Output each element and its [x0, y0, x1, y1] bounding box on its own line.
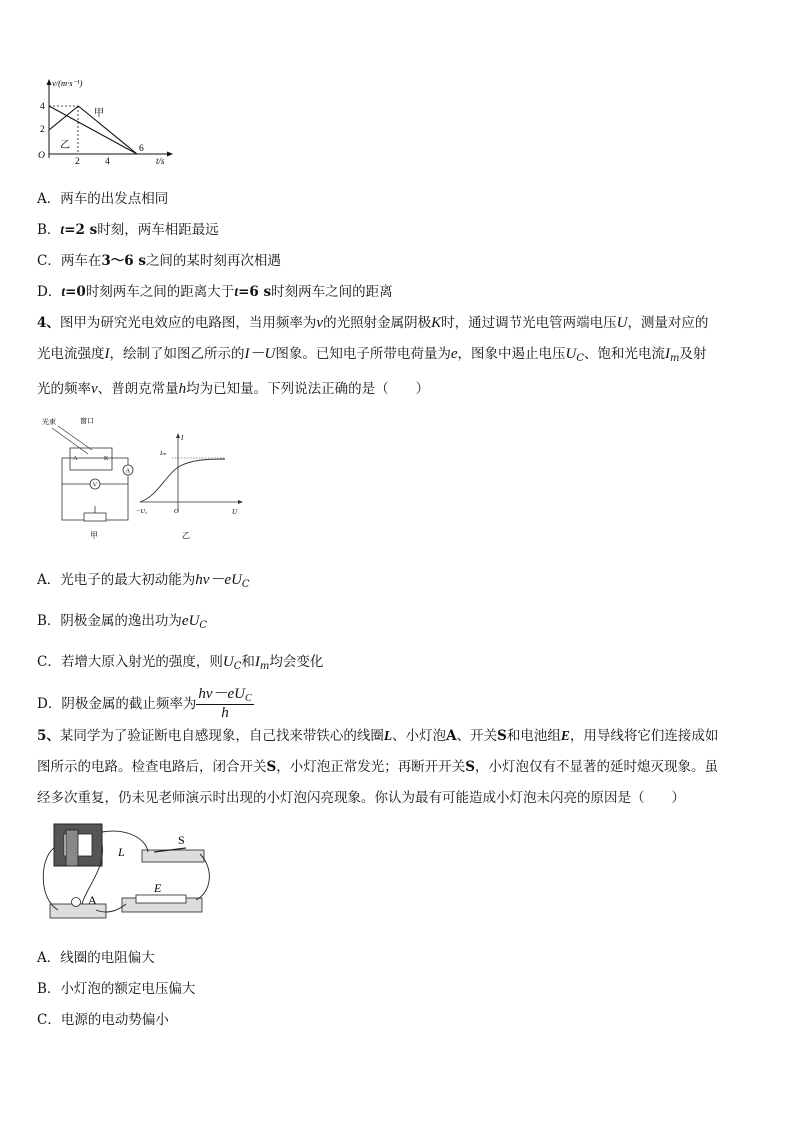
q5-stem-text: 经多次重复，仍未见老师演示时出现的小灯泡闪亮现象。你认为最有可能造成小灯泡未闪亮的原因是（ ）	[37, 790, 685, 806]
fig-light-ray-2	[58, 426, 92, 450]
photoelectric-figure	[40, 414, 250, 544]
q4-sym-i: I	[104, 346, 110, 362]
q5-stem-text: 和电池组	[506, 728, 561, 744]
fig-yi-label: 乙	[182, 531, 190, 540]
iu-curve	[140, 459, 225, 502]
q3-option-d-var2: t	[234, 284, 239, 299]
q4-stem-text: 图甲为研究光电效应的电路图，当用频率为	[59, 315, 317, 331]
q3-option-b-value: =2 s	[64, 222, 98, 238]
q5-stem-text: 、开关	[456, 728, 498, 744]
q4-option-b-text: B．阴极金属的逸出功为	[37, 613, 182, 629]
q4-option-a-sub: C	[241, 579, 250, 590]
q3-option-c[interactable]	[37, 249, 281, 269]
q4-option-c-i: I	[254, 654, 260, 670]
fig-wire-2	[102, 831, 148, 852]
q4-option-b-sub: C	[199, 620, 208, 631]
q5-sym-e: E	[560, 728, 570, 743]
q4-option-c-u: U	[222, 654, 234, 670]
q3-option-a[interactable]	[37, 187, 168, 207]
q5-sym-s2: S	[266, 759, 277, 775]
graph-origin: O	[38, 151, 45, 161]
graph-ytick-2: 2	[40, 125, 45, 135]
q5-number: 5、	[37, 728, 60, 744]
q3-option-d-value1: =0	[65, 284, 86, 300]
q5-sym-l: L	[383, 728, 393, 743]
q4-option-a-formula: hν－eU	[195, 572, 242, 588]
fig-window-label: 窗口	[80, 417, 94, 425]
fig-rheostat	[84, 513, 106, 521]
q5-stem-text: 、小灯泡	[392, 728, 447, 744]
iu-y-arrow	[176, 433, 180, 438]
q3-option-c-value: 3～6 s	[101, 253, 146, 269]
q4-stem-text: 、饱和光电流	[584, 346, 665, 362]
q4-option-d-text: D．阴极金属的截止频率为	[37, 696, 197, 712]
fig-label-s: S	[178, 833, 185, 847]
iu-neg-uc: −U꜀	[136, 508, 148, 515]
q4-stem-text: ，测量对应的	[627, 315, 709, 331]
q4-option-d-fraction	[196, 682, 253, 722]
graph-xtick-6: 6	[139, 144, 144, 154]
q4-stem-text: 的光照射金属阴极	[323, 315, 432, 331]
q4-option-c-suffix: 均会变化	[269, 654, 324, 670]
fig-label-a: A	[88, 893, 97, 907]
q4-option-c-sub-m: m	[259, 661, 270, 672]
q5-stem	[37, 720, 759, 814]
fig-jia-label: 甲	[90, 531, 98, 540]
q4-stem-text: 均为已知量。下列说法正确的是（ ）	[186, 381, 430, 397]
fig-voltmeter-label: V	[92, 481, 98, 489]
q3-option-c-prefix: C．两车在	[37, 253, 102, 269]
q5-option-c-text: C．电源的电动势偏小	[37, 1012, 169, 1028]
fig-light-label: 光束	[42, 418, 56, 426]
q4-option-a-text: A．光电子的最大初动能为	[37, 572, 196, 588]
q4-number: 4、	[37, 315, 60, 331]
q4-stem	[37, 308, 759, 405]
q4-sym-k: K	[431, 315, 442, 331]
q4-stem-text: 光电流强度	[37, 346, 105, 362]
fig-lamp	[72, 898, 81, 907]
fig-label-e: E	[154, 881, 162, 895]
q4-option-b[interactable]	[37, 609, 207, 631]
q5-stem-text: ，小灯泡仅有不显著的延时熄灭现象。虽	[475, 759, 718, 775]
fig-tube-k: K	[104, 456, 109, 462]
q3-option-c-suffix: 之间的某时刻再次相遇	[145, 253, 281, 269]
graph-y-arrow	[47, 79, 52, 85]
q5-option-c[interactable]	[37, 1008, 169, 1028]
q4-option-d-denominator: h	[221, 705, 229, 721]
velocity-time-graph	[30, 76, 180, 166]
graph-ytick-4: 4	[40, 102, 45, 112]
q3-option-d-suffix: 时刻两车之间的距离	[271, 284, 393, 300]
q5-stem-text: ，小灯泡正常发光；再断开开关	[276, 759, 466, 775]
q4-stem-text: ，绘制了如图乙所示的	[109, 346, 245, 362]
iu-origin: O	[174, 508, 179, 515]
q4-option-b-formula: eU	[181, 613, 200, 629]
q3-option-b-var: t	[60, 222, 65, 237]
q5-sym-a: A	[446, 728, 457, 744]
q3-option-d-value2: =6 s	[238, 284, 272, 300]
q4-sym-nu: ν	[316, 315, 324, 331]
q4-sym-uc: U	[565, 346, 577, 362]
q3-option-b-prefix: B．	[37, 222, 61, 238]
iu-axis-i: I	[181, 434, 184, 442]
q5-option-b[interactable]	[37, 977, 195, 997]
q3-option-d-middle: 时刻两车之间的距离大于	[85, 284, 235, 300]
q4-sym-nu2: ν	[91, 381, 98, 397]
graph-label-yi: 乙	[60, 140, 70, 151]
iu-axis-u: U	[232, 508, 238, 516]
q4-option-c-and: 和	[241, 654, 255, 670]
q5-stem-text: 图所示的电路。检查电路后，闭合开关	[37, 759, 267, 775]
fig-switch-base	[142, 850, 204, 862]
q4-stem-text: 及射	[679, 346, 707, 362]
series-jia-fall	[78, 106, 137, 154]
q4-sub-c: C	[576, 353, 584, 364]
q5-option-a-text: A．线圈的电阻偏大	[37, 950, 155, 966]
fig-battery-cell	[136, 895, 186, 903]
q3-option-a-text: A．两车的出发点相同	[37, 191, 169, 207]
q4-option-d[interactable]	[37, 682, 254, 722]
q3-option-b[interactable]	[37, 218, 219, 238]
iu-im-label: Iₘ	[160, 450, 167, 457]
q5-sym-s3: S	[465, 759, 475, 775]
q5-stem-text: ，用导线将它们连接成如	[569, 728, 719, 744]
q3-option-d-var1: t	[61, 284, 66, 299]
q4-stem-text: 图象。已知电子所带电荷量为	[275, 346, 451, 362]
q4-option-d-sub: C	[244, 693, 252, 704]
graph-ylabel: v/(m·s⁻¹)	[52, 78, 83, 88]
q4-stem-text: ，图象中遏止电压	[457, 346, 566, 362]
q4-stem-text: 时，通过调节光电管两端电压	[441, 315, 617, 331]
q4-sym-u: U	[616, 315, 628, 331]
fig-tube-a: A	[73, 456, 78, 462]
q5-stem-text: 某同学为了验证断电自感现象，自己找来带铁心的线圈	[59, 728, 384, 744]
q4-sym-iu: I－U	[244, 346, 276, 362]
graph-label-jia: 甲	[94, 108, 104, 119]
q5-sym-s: S	[497, 728, 507, 744]
q4-option-c[interactable]	[37, 650, 323, 672]
q4-sym-e: e	[450, 346, 458, 362]
q3-option-d[interactable]	[37, 280, 393, 300]
q4-sym-h: h	[178, 381, 187, 397]
q5-option-b-text: B．小灯泡的额定电压偏大	[37, 981, 196, 997]
fig-ammeter-label: A	[125, 467, 131, 475]
q5-option-a[interactable]	[37, 946, 155, 966]
q4-option-d-numerator: hν－eU	[198, 686, 245, 702]
q4-stem-text: 、普朗克常量	[97, 381, 179, 397]
q4-option-c-text: C．若增大原入射光的强度，则	[37, 654, 223, 670]
q4-sym-im: I	[665, 346, 670, 362]
q3-option-b-suffix: 时刻，两车相距最远	[97, 222, 219, 238]
self-induction-circuit-figure	[36, 818, 216, 928]
graph-xtick-4: 4	[105, 157, 110, 166]
series-jia-rise	[49, 106, 78, 130]
graph-x-arrow	[167, 152, 173, 157]
graph-xlabel: t/s	[156, 156, 165, 166]
q4-option-c-sub: C	[233, 661, 242, 672]
q3-option-d-prefix: D．	[37, 284, 62, 300]
q4-option-a[interactable]	[37, 568, 250, 590]
iu-x-arrow	[238, 500, 243, 504]
q4-stem-text: 光的频率	[37, 381, 91, 397]
graph-xtick-2: 2	[75, 157, 80, 166]
q4-sub-m: m	[670, 353, 680, 364]
fig-coil-winding	[66, 830, 78, 866]
fig-label-l: L	[118, 845, 125, 859]
